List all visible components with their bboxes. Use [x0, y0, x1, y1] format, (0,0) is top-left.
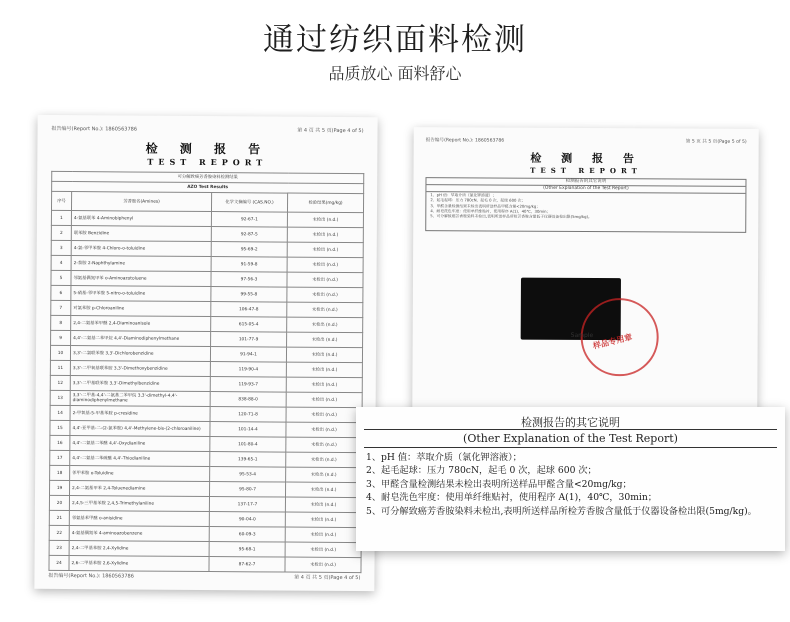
table-cell: 联苯胺 Benzidine [71, 226, 211, 242]
table-cell: 13 [50, 390, 70, 405]
table-cell: 139-65-1 [210, 452, 286, 468]
table-cell: 95-68-1 [209, 542, 285, 558]
table-cell: 邻甲苯胺 o-Toluidine [70, 466, 210, 482]
slip-line: 3、甲醛含量检测结果未检出表明所送样品甲醛含量<20mg/kg； [366, 478, 632, 490]
table-cell: 2-萘胺 2-Naphthylamine [71, 256, 211, 272]
slip-line: 2、起毛起球：压力 780cN，起毛 0 次，起球 600 次； [366, 465, 597, 477]
slip-title-en: (Other Explanation of the Test Report) [463, 432, 678, 445]
table-cell: 92-87-5 [211, 227, 287, 243]
table-cell: 邻氨基偶氮甲苯 o-Aminoazotoluene [71, 271, 211, 287]
table-cell: 20 [49, 495, 69, 510]
table-cell: 5 [51, 270, 71, 285]
table-cell: 120-71-8 [210, 407, 286, 423]
table-cell: 2 [51, 225, 71, 240]
column-header: 检验结果(mg/kg) [287, 193, 363, 213]
table-cell: 3,3'-二甲氧基联苯胺 3,3'-Dimethoxybenzidine [70, 361, 210, 377]
table-cell: 90-04-0 [209, 512, 285, 528]
page-indicator: 第 5 页 共 5 页(Page 5 of 5) [685, 139, 747, 145]
table-cell: 60-09-3 [209, 527, 285, 543]
table-cell: 137-17-7 [209, 497, 285, 513]
table-cell: 未检出 (n.d.) [285, 482, 361, 498]
report-title: 检 测 报 告 [145, 141, 270, 157]
column-header: 化学文摘编号 (CAS.NO.) [211, 193, 287, 213]
table-cell: 106-47-8 [211, 302, 287, 318]
table-cell: 615-05-4 [211, 317, 287, 333]
table-cell: 99-55-8 [211, 287, 287, 303]
table-cell: 23 [49, 540, 69, 555]
table-cell: 12 [50, 375, 70, 390]
table-cell: 101-77-9 [211, 332, 287, 348]
slip-lines [366, 451, 777, 518]
table-cell: 4-氯-邻甲苯胺 4-Chloro-o-toluidine [71, 241, 211, 257]
table-cell: 119-90-4 [210, 362, 286, 378]
table-cell: 4,4'-二氨基二苯醚 4,4'-Oxydianiline [70, 436, 210, 452]
explanation-box [425, 177, 746, 233]
table-caption-en: AZO Test Results [52, 181, 364, 193]
table-cell: 2,4-二氨基甲苯 2,4-Toluenediamine [70, 481, 210, 497]
table-cell: 邻氨基苯甲醚 o-anisidine [69, 511, 209, 527]
table-cell: 101-80-4 [210, 437, 286, 453]
table-cell: 7 [51, 300, 71, 315]
slip-line: 4、耐皂洗色牢度：使用单纤维贴衬，使用程序 A(1)，40℃，30min； [366, 492, 657, 504]
table-cell: 119-93-7 [210, 377, 286, 393]
table-cell: 未检出 (n.d.) [285, 542, 361, 558]
footer-report-number: 报告编号(Report No.): 1860563786 [48, 572, 134, 580]
table-cell: 未检出 (n.d.) [286, 452, 362, 468]
table-cell: 4-氨基联苯 4-Aminobiphenyl [71, 211, 211, 227]
table-cell: 91-94-1 [210, 347, 286, 363]
table-cell: 未检出 (n.d.) [286, 347, 362, 363]
report-header [426, 137, 747, 145]
table-cell: 未检出 (n.d.) [286, 362, 362, 378]
explanation-box-title-en: (Other Explanation of the Test Report) [426, 185, 745, 194]
column-header: 芳香胺名(Amines) [71, 192, 211, 212]
stamp-text: 样品专用章 [592, 332, 634, 351]
table-cell: 未检出 (n.d.) [286, 467, 362, 483]
table-cell: 95-69-2 [211, 242, 287, 258]
explanation-line: 1、pH 值：萃取介质（氯化钾溶液）； [430, 192, 497, 198]
table-cell: 838-88-0 [210, 392, 286, 408]
table-cell: 2,4,5-三甲基苯胺 2,4,5-Trimethylaniline [69, 496, 209, 512]
column-header: 序号 [51, 191, 71, 210]
report-number: 报告编号(Report No.): 1860563786 [425, 138, 505, 144]
table-cell: 未检出 (n.d.) [285, 512, 361, 528]
table-cell: 95-53-4 [210, 467, 286, 483]
table-row [49, 555, 361, 572]
table-header-row [51, 191, 363, 212]
table-cell: 对氯苯胺 p-Chloroaniline [71, 301, 211, 317]
table-cell: 11 [50, 360, 70, 375]
slip-title: 检测报告的其它说明 [521, 416, 620, 429]
explanation-line: 5、可分解致癌芳香胺染料未检出,表明所送样品所检芳香胺含量低于仪器设备检出限(5mg/kg)。 [430, 213, 592, 220]
table-cell: 3,3'-二甲基联苯胺 3,3'-Dimethylbenzidine [70, 376, 210, 392]
report-title-en: TEST REPORT [530, 165, 642, 176]
report-title-en: TEST REPORT [147, 156, 268, 168]
table-cell: 97-56-3 [211, 272, 287, 288]
table-cell: 未检出 (n.d.) [287, 302, 363, 318]
table-caption: 可分解致癌芳香胺染料检测结果 [52, 171, 364, 183]
table-cell: 未检出 (n.d.) [286, 377, 362, 393]
explanation-line: 2、起毛起球：压力 780cN，起毛 0 次，起球 600 次； [430, 197, 526, 203]
page-indicator: 第 4 页 共 5 页(Page 4 of 5) [297, 127, 364, 135]
table-cell: 8 [51, 315, 71, 330]
table-body [49, 210, 364, 572]
table-cell: 1 [51, 210, 71, 225]
table-cell: 101-14-4 [210, 422, 286, 438]
table-cell: 5-硝基-邻甲苯胺 5-nitro-o-toluidine [71, 286, 211, 302]
table-cell: 未检出 (n.d.) [287, 332, 363, 348]
table-cell: 未检出 (n.d.) [287, 287, 363, 303]
azo-results-table [48, 171, 364, 573]
table-cell: 未检出 (n.d.) [286, 437, 362, 453]
table-cell: 9 [51, 330, 71, 345]
table-cell: 未检出 (n.d.) [286, 407, 362, 423]
table-cell: 未检出 (n.d.) [285, 557, 361, 573]
table-cell: 91-59-8 [211, 257, 287, 273]
report-number: 报告编号(Report No.): 1860563786 [51, 125, 138, 133]
table-cell: 10 [50, 345, 70, 360]
page-title: 通过纺织面料检测 [263, 22, 527, 58]
report-title: 检 测 报 告 [530, 151, 642, 166]
report-header [52, 125, 364, 134]
table-cell: 21 [49, 510, 69, 525]
table-cell: 未检出 (n.d.) [287, 242, 363, 258]
table-cell: 2,4-二甲基苯胺 2,4-Xylidine [69, 541, 209, 557]
report-footer [48, 572, 360, 581]
table-cell: 未检出 (n.d.) [285, 497, 361, 513]
table-cell: 未检出 (n.d.) [287, 212, 363, 228]
table-cell: 95-80-7 [209, 482, 285, 498]
table-cell: 未检出 (n.d.) [285, 527, 361, 543]
table-cell: 3,3'-二甲基-4,4'-二氨基二苯甲烷 3,3'-dimethyl-4,4'-diaminodiphenylmethane [70, 391, 210, 407]
table-cell: 4,4'-亚甲基-二-(2-氯苯胺) 4,4'-Methylene-bis-(2-chloroaniline) [70, 421, 210, 437]
table-cell: 18 [50, 465, 70, 480]
table-cell: 15 [50, 420, 70, 435]
explanation-box-title: 检测报告的其它说明 [426, 178, 745, 187]
footer-page-indicator: 第 4 页 共 5 页(Page 4 of 5) [294, 574, 361, 582]
explanation-line: 4、耐皂洗色牢度：使用单纤维贴衬，使用程序 A(1)，40℃，30min； [430, 208, 551, 214]
table-cell: 22 [49, 525, 69, 540]
table-cell: 24 [49, 555, 69, 570]
table-cell: 4 [51, 255, 71, 270]
slip-divider [364, 447, 777, 448]
table-cell: 2-甲氧基-5-甲基苯胺 p-cresidine [70, 406, 210, 422]
table-cell: 4-氨基偶氮苯 4-aminoazobenzene [69, 526, 209, 542]
table-cell: 2,6-二甲基苯胺 2,6-Xylidine [69, 556, 209, 572]
slip-line: 1、pH 值：萃取介质（氯化钾溶液）； [366, 452, 522, 463]
page-subtitle: 品质放心 面料舒心 [328, 64, 462, 83]
slip-divider [364, 429, 777, 430]
table-cell: 未检出 (n.d.) [287, 257, 363, 273]
table-cell: 3,3'-二氯联苯胺 3,3'-Dichlorobenzidine [70, 346, 210, 362]
report-page-4 [34, 115, 377, 591]
report-page-5 [412, 127, 759, 419]
table-cell: 2,4-二氨基苯甲醚 2,4-Diaminoanisole [71, 316, 211, 332]
table-cell: 6 [51, 285, 71, 300]
table-cell: 16 [50, 435, 70, 450]
table-cell: 4,4'-二氨基二苯硫醚 4,4'-Thiodianiline [70, 451, 210, 467]
table-cell: 14 [50, 405, 70, 420]
table-cell: 未检出 (n.d.) [287, 317, 363, 333]
table-cell: 19 [50, 480, 70, 495]
table-cell: 87-62-7 [209, 557, 285, 573]
table-cell: 未检出 (n.d.) [286, 422, 362, 438]
explanation-zoom-slip [356, 407, 785, 551]
table-cell: 未检出 (n.d.) [287, 272, 363, 288]
table-cell: 92-67-1 [211, 212, 287, 228]
table-cell: 未检出 (n.d.) [287, 227, 363, 243]
slip-line: 5、可分解致癌芳香胺染料未检出,表明所送样品所检芳香胺含量低于仪器设备检出限(5mg/kg)。 [366, 505, 757, 517]
sample-label: Sample [570, 331, 594, 340]
table-cell: 17 [50, 450, 70, 465]
table-cell: 4,4'-二氨基二苯甲烷 4,4'-Diaminodiphenylmethane [71, 331, 211, 347]
table-cell: 未检出 (n.d.) [286, 392, 362, 408]
explanation-line: 3、甲醛含量检测结果未检出表明所送样品甲醛含量<20mg/kg； [430, 202, 541, 209]
table-cell: 3 [51, 240, 71, 255]
